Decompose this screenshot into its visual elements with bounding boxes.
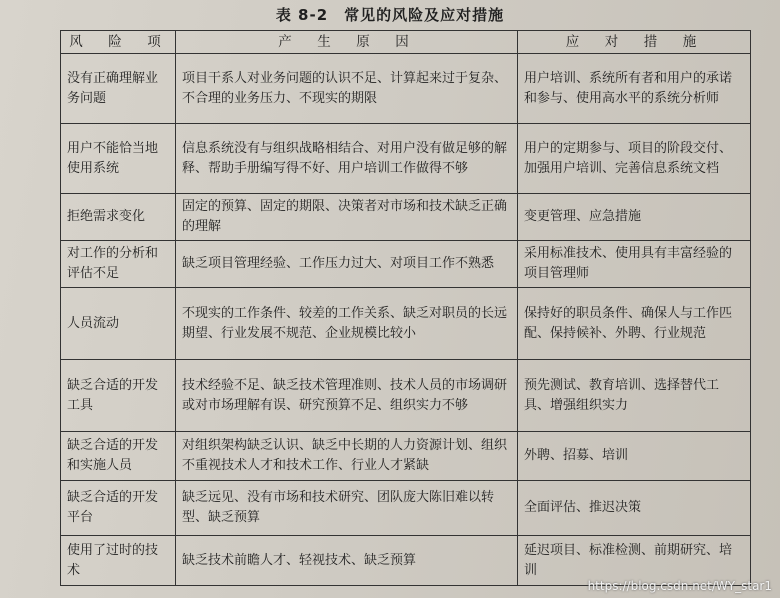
cause-cell: 固定的预算、固定的期限、决策者对市场和技术缺乏正确的理解 xyxy=(176,194,518,241)
header-measure: 应 对 措 施 xyxy=(518,31,751,54)
risk-cell: 对工作的分析和评估不足 xyxy=(61,241,176,288)
watermark-url: https://blog.csdn.net/WY_star1 xyxy=(587,579,772,593)
table-row xyxy=(61,54,751,124)
risk-cell: 缺乏合适的开发工具 xyxy=(61,360,176,432)
cause-cell: 缺乏项目管理经验、工作压力过大、对项目工作不熟悉 xyxy=(176,241,518,288)
header-cause: 产 生 原 因 xyxy=(176,31,518,54)
risk-cell: 人员流动 xyxy=(61,288,176,360)
measure-cell: 全面评估、推迟决策 xyxy=(518,481,751,536)
cause-cell: 不现实的工作条件、较差的工作关系、缺乏对职员的长远期望、行业发展不规范、企业规模比较小 xyxy=(176,288,518,360)
measure-cell: 用户的定期参与、项目的阶段交付、加强用户培训、完善信息系统文档 xyxy=(518,124,751,194)
cause-cell: 缺乏远见、没有市场和技术研究、团队庞大陈旧难以转型、缺乏预算 xyxy=(176,481,518,536)
cause-cell: 技术经验不足、缺乏技术管理准则、技术人员的市场调研或对市场理解有误、研究预算不足、组织实力不够 xyxy=(176,360,518,432)
table-row xyxy=(61,360,751,432)
table-row xyxy=(61,124,751,194)
cause-cell: 信息系统没有与组织战略相结合、对用户没有做足够的解释、帮助手册编写得不好、用户培训工作做得不够 xyxy=(176,124,518,194)
measure-cell: 用户培训、系统所有者和用户的承诺和参与、使用高水平的系统分析师 xyxy=(518,54,751,124)
header-row xyxy=(61,31,751,54)
risk-cell: 使用了过时的技术 xyxy=(61,536,176,586)
table-title: 表 8-2 常见的风险及应对措施 xyxy=(275,6,505,24)
risk-cell: 没有正确理解业务问题 xyxy=(61,54,176,124)
measure-cell: 延迟项目、标准检测、前期研究、培训 xyxy=(518,536,751,586)
header-risk: 风 险 项 xyxy=(61,31,176,54)
measure-cell: 采用标准技术、使用具有丰富经验的项目管理师 xyxy=(518,241,751,288)
table-row xyxy=(61,432,751,481)
table-row xyxy=(61,194,751,241)
measure-cell: 外聘、招募、培训 xyxy=(518,432,751,481)
risk-cell: 缺乏合适的开发平台 xyxy=(61,481,176,536)
table-row xyxy=(61,241,751,288)
measure-cell: 预先测试、教育培训、选择替代工具、增强组织实力 xyxy=(518,360,751,432)
risk-table xyxy=(60,30,751,586)
risk-cell: 用户不能恰当地使用系统 xyxy=(61,124,176,194)
measure-cell: 保持好的职员条件、确保人与工作匹配、保持候补、外聘、行业规范 xyxy=(518,288,751,360)
risk-cell: 拒绝需求变化 xyxy=(61,194,176,241)
cause-cell: 项目干系人对业务问题的认识不足、计算起来过于复杂、不合理的业务压力、不现实的期限 xyxy=(176,54,518,124)
cause-cell: 缺乏技术前瞻人才、轻视技术、缺乏预算 xyxy=(176,536,518,586)
table-row xyxy=(61,288,751,360)
measure-cell: 变更管理、应急措施 xyxy=(518,194,751,241)
risk-cell: 缺乏合适的开发和实施人员 xyxy=(61,432,176,481)
cause-cell: 对组织架构缺乏认识、缺乏中长期的人力资源计划、组织不重视技术人才和技术工作、行业人才紧缺 xyxy=(176,432,518,481)
table-row xyxy=(61,481,751,536)
table-row xyxy=(61,536,751,586)
